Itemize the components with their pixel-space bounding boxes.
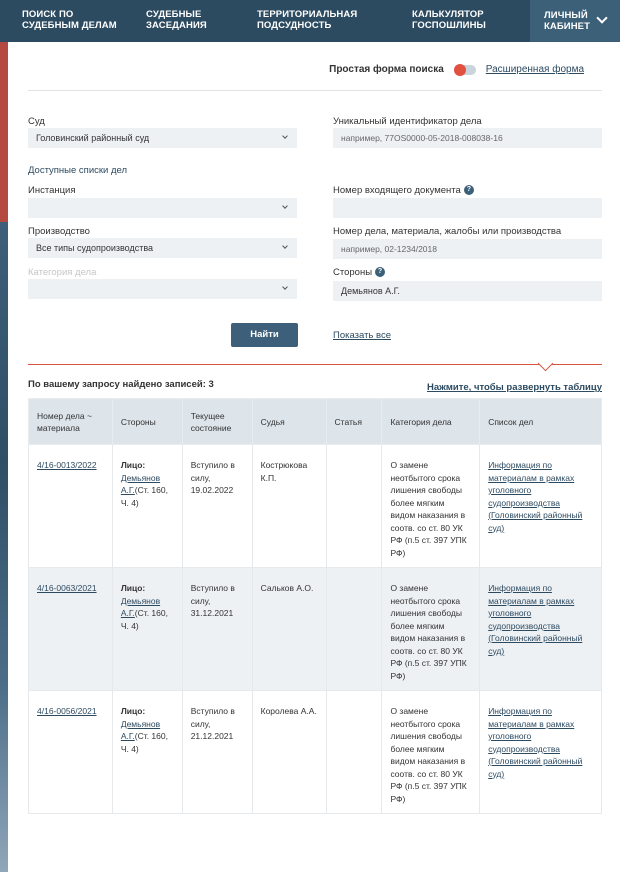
court-select[interactable]: Головинский районный суд <box>28 128 297 148</box>
col-header-parties[interactable]: Стороны <box>112 399 182 445</box>
incoming-doc-input[interactable] <box>333 198 602 218</box>
party-link[interactable]: Демьянов А.Г. <box>120 472 161 495</box>
help-icon[interactable]: ? <box>464 185 474 195</box>
uid-label: Уникальный идентификатор дела <box>333 116 482 127</box>
instance-select[interactable] <box>28 198 297 218</box>
court-label: Суд <box>28 116 45 127</box>
case-number-link[interactable]: 4/16-0013/2022 <box>37 460 97 470</box>
nav-item-case-search[interactable]: ПОИСК ПО СУДЕБНЫМ ДЕЛАМ <box>22 9 117 31</box>
nav-personal-cabinet[interactable]: ЛИЧНЫЙ КАБИНЕТ <box>530 0 620 42</box>
instance-label: Инстанция <box>28 185 76 196</box>
production-label: Производство <box>28 226 90 237</box>
results-divider-notch <box>538 356 554 372</box>
party-link[interactable]: Демьянов А.Г. <box>120 718 161 741</box>
chevron-down-icon <box>282 284 288 290</box>
top-navigation <box>0 0 620 42</box>
chevron-down-icon <box>596 12 607 23</box>
chevron-down-icon <box>282 133 288 139</box>
col-header-state[interactable]: Текущее состояние <box>182 399 252 445</box>
table-row: 4/16-0056/2021 Лицо: Демьянов А.Г.(Ст. 160, Ч. 4) Вступило в силу, 21.12.2021 Королева А.А. О замене неотбытого срока лишения свободы более мягким видом наказания в соотв. со ст. 80 УК РФ (п.5 ст. 397 УПК РФ) Информация по материалам в рамках уголовного судопроизводства (Головинский районный суд) <box>29 691 602 814</box>
case-list-link[interactable]: Информация по материалам в рамках уголовного судопроизводства (Головинский районный суд) <box>488 583 583 656</box>
results-divider <box>28 364 602 365</box>
col-header-article[interactable]: Статья <box>326 399 382 445</box>
nav-item-territorial-jurisdiction[interactable]: ТЕРРИТОРИАЛЬНАЯ ПОДСУДНОСТЬ <box>257 9 358 31</box>
party-link[interactable]: Демьянов А.Г. <box>120 595 161 618</box>
parties-label: Стороны ? <box>333 267 385 278</box>
nav-item-court-sessions[interactable]: СУДЕБНЫЕ ЗАСЕДАНИЯ <box>146 9 207 31</box>
case-number-link[interactable]: 4/16-0063/2021 <box>37 583 97 593</box>
available-lists-link[interactable]: Доступные списки дел <box>28 165 128 176</box>
left-decor-strip <box>0 42 8 872</box>
expand-table-link[interactable]: Нажмите, чтобы развернуть таблицу <box>427 382 602 393</box>
search-mode-switch <box>329 64 584 75</box>
col-header-judge[interactable]: Судья <box>252 399 326 445</box>
nav-item-fee-calculator[interactable]: КАЛЬКУЛЯТОР ГОСПОШЛИНЫ <box>412 9 486 31</box>
help-icon[interactable]: ? <box>375 267 385 277</box>
search-mode-toggle[interactable] <box>454 65 476 75</box>
find-button[interactable]: Найти <box>231 323 298 347</box>
divider <box>28 90 602 91</box>
production-select[interactable]: Все типы судопроизводства <box>28 238 297 258</box>
chevron-down-icon <box>282 203 288 209</box>
extended-search-link[interactable]: Расширенная форма <box>485 64 584 75</box>
case-number-link[interactable]: 4/16-0056/2021 <box>37 706 97 716</box>
col-header-category[interactable]: Категория дела <box>382 399 480 445</box>
incoming-doc-label: Номер входящего документа ? <box>333 185 474 196</box>
parties-input[interactable]: Демьянов А.Г. <box>333 281 602 301</box>
table-header-row <box>29 399 602 445</box>
col-header-number[interactable]: Номер дела ~ материала <box>29 399 113 445</box>
show-all-link[interactable]: Показать все <box>333 330 391 341</box>
table-row: 4/16-0013/2022 Лицо: Демьянов А.Г.(Ст. 160, Ч. 4) Вступило в силу, 19.02.2022 Кострюкова К.П. О замене неотбытого срока лишения свободы более мягким видом наказания в соотв. со ст. 80 УК РФ (п.5 ст. 397 УПК РФ) Информация по материалам в рамках уголовного судопроизводства (Головинский районный суд) <box>29 445 602 568</box>
chevron-down-icon <box>282 243 288 249</box>
case-list-link[interactable]: Информация по материалам в рамках уголовного судопроизводства (Головинский районный суд) <box>488 706 583 779</box>
case-number-input[interactable]: например, 02-1234/2018 <box>333 239 602 259</box>
col-header-list[interactable]: Список дел <box>480 399 602 445</box>
toggle-knob <box>454 64 466 76</box>
category-select[interactable] <box>28 279 297 299</box>
results-count: По вашему запросу найдено записей: 3 <box>28 379 214 390</box>
category-label: Категория дела <box>28 267 97 278</box>
uid-input[interactable]: например, 77OS0000-05-2018-008038-16 <box>333 128 602 148</box>
simple-search-label: Простая форма поиска <box>329 64 444 75</box>
case-list-link[interactable]: Информация по материалам в рамках уголовного судопроизводства (Головинский районный суд) <box>488 460 583 533</box>
case-number-label: Номер дела, материала, жалобы или производства <box>333 226 562 237</box>
table-row: 4/16-0063/2021 Лицо: Демьянов А.Г.(Ст. 160, Ч. 4) Вступило в силу, 31.12.2021 Сальков А.О. О замене неотбытого срока лишения свободы более мягким видом наказания в соотв. со ст. 80 УК РФ (п.5 ст. 397 УПК РФ) Информация по материалам в рамках уголовного судопроизводства (Головинский районный суд) <box>29 568 602 691</box>
results-table <box>28 398 602 814</box>
